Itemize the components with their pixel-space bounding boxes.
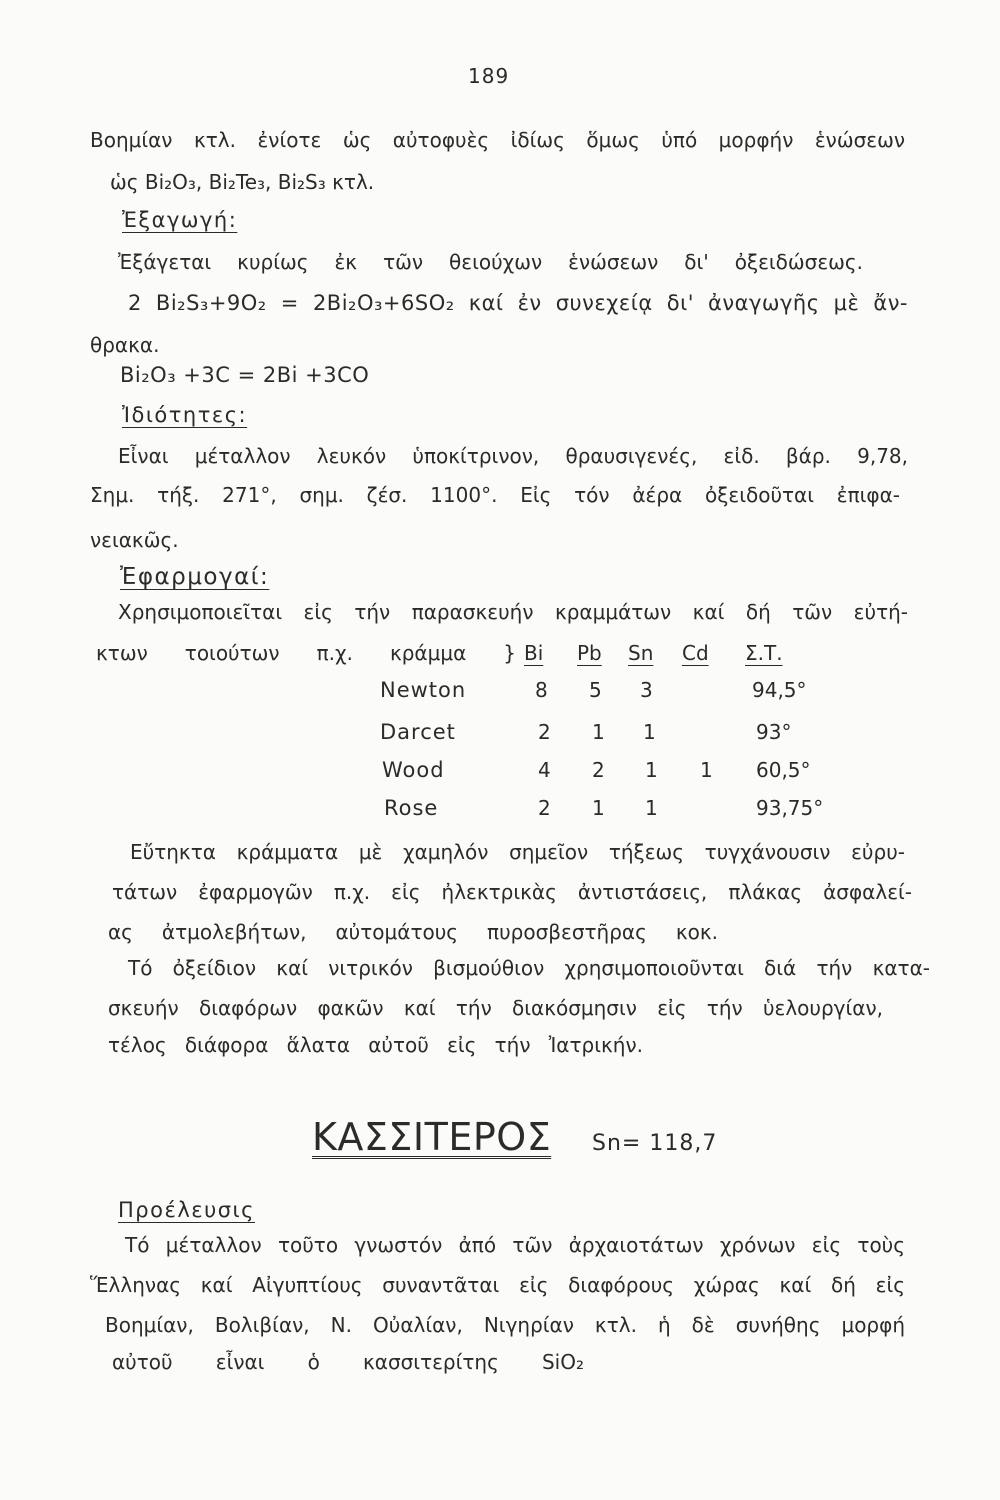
text-line: τάτων ἐφαρμογῶν π.χ. εἰς ἠλεκτρικὰς ἀντιστάσεις, πλάκας ἀσφαλεί- [112, 880, 912, 904]
cell-pb: 1 [592, 796, 605, 820]
cell-bi: 4 [538, 758, 551, 782]
alloy-name: Wood [382, 758, 445, 782]
cell-bi: 2 [538, 796, 551, 820]
cell-sn: 1 [645, 758, 658, 782]
cell-melting-point: 60,5° [756, 758, 811, 782]
text-line: σκευήν διαφόρων φακῶν καί τήν διακόσμησιν εἰς τήν ὑελουργίαν, [108, 996, 883, 1020]
column-header-sn: Sn [628, 641, 654, 665]
text-line: Εἶναι μέταλλον λευκόν ὑποκίτρινον, θραυσιγενές, εἰδ. βάρ. 9,78, [118, 444, 908, 468]
column-header-pb: Pb [577, 641, 602, 665]
cell-pb: 1 [592, 720, 605, 744]
cell-pb: 5 [589, 678, 602, 702]
text-line: ὡς Bi₂O₃, Bi₂Te₃, Bi₂S₃ κτλ. [110, 170, 375, 194]
alloy-name: Rose [384, 796, 439, 820]
cell-melting-point: 94,5° [752, 678, 807, 702]
cell-sn: 3 [640, 678, 653, 702]
cell-sn: 1 [643, 720, 656, 744]
alloy-name: Darcet [380, 720, 456, 744]
text-line: θρακα. [90, 333, 160, 357]
table-intro: κτων τοιούτων π.χ. κράμμα } [96, 641, 516, 665]
cell-melting-point: 93,75° [756, 796, 824, 820]
text-line: Σημ. τήξ. 271°, σημ. ζέσ. 1100°. Εἰς τόν ἀέρα ὀξειδοῦται ἐπιφα- [90, 483, 900, 507]
cell-pb: 2 [592, 758, 605, 782]
text-line: Βοημίαν, Βολιβίαν, Ν. Οὐαλίαν, Νιγηρίαν κτλ. ἡ δὲ συνήθης μορφή [105, 1313, 905, 1337]
text-line: Βοημίαν κτλ. ἐνίοτε ὡς αὐτοφυὲς ἰδίως ὅμως ὑπό μορφήν ἑνώσεων [90, 128, 905, 152]
cell-sn: 1 [645, 796, 658, 820]
element-symbol-weight: Sn= 118,7 [592, 1131, 718, 1156]
page-number: 189 [468, 64, 510, 88]
column-header-melting-point: Σ.Τ. [745, 641, 783, 665]
text-line: Τό μέταλλον τοῦτο γνωστόν ἀπό τῶν ἀρχαιοτάτων χρόνων εἰς τοὺς [125, 1233, 905, 1257]
section-heading-origin: Προέλευσις [118, 1198, 255, 1222]
cell-melting-point: 93° [756, 720, 792, 744]
alloy-name: Newton [380, 678, 467, 702]
section-heading-extraction: Ἐξαγωγή: [122, 208, 238, 232]
text-line: Ἐξάγεται κυρίως ἐκ τῶν θειούχων ἑνώσεων δι' ὀξειδώσεως. [118, 250, 863, 274]
text-line: Ἕλληνας καί Αἰγυπτίους συναντᾶται εἰς διαφόρους χώρας καί δή εἰς [90, 1273, 905, 1297]
cell-bi: 2 [538, 720, 551, 744]
column-header-cd: Cd [682, 641, 709, 665]
text-line: αὐτοῦ εἶναι ὁ κασσιτερίτης SiO₂ [112, 1350, 584, 1374]
section-heading-properties: Ἰδιότητες: [122, 403, 248, 427]
text-line: Τό ὀξείδιον καί νιτρικόν βισμούθιον χρησιμοποιοῦνται διά τήν κατα- [128, 956, 930, 980]
text-line: τέλος διάφορα ἅλατα αὐτοῦ εἰς τήν Ἰατρικήν. [108, 1033, 643, 1057]
text-line: νειακῶς. [90, 528, 179, 552]
section-heading-applications: Ἐφαρμογαί: [120, 564, 270, 590]
column-header-bi: Bi [524, 641, 544, 665]
cell-bi: 8 [535, 678, 548, 702]
chapter-title: ΚΑΣΣΙΤΕΡΟΣ [312, 1115, 552, 1159]
text-line: Εὔτηκτα κράμματα μὲ χαμηλόν σημεῖον τήξεως τυγχάνουσιν εὐρυ- [130, 840, 905, 864]
equation-line: Bi₂O₃ +3C = 2Bi +3CO [120, 363, 370, 387]
equation-line: 2 Bi₂S₃+9O₂ = 2Bi₂O₃+6SO₂ καί ἐν συνεχείᾳ δι' ἀναγωγῆς μὲ ἄν- [128, 291, 908, 315]
text-line: Χρησιμοποιεῖται εἰς τήν παρασκευήν κραμμάτων καί δή τῶν εὐτή- [118, 600, 908, 624]
text-line: ας ἀτμολεβήτων, αὐτομάτους πυροσβεστῆρας κοκ. [108, 920, 718, 944]
cell-cd: 1 [700, 758, 713, 782]
